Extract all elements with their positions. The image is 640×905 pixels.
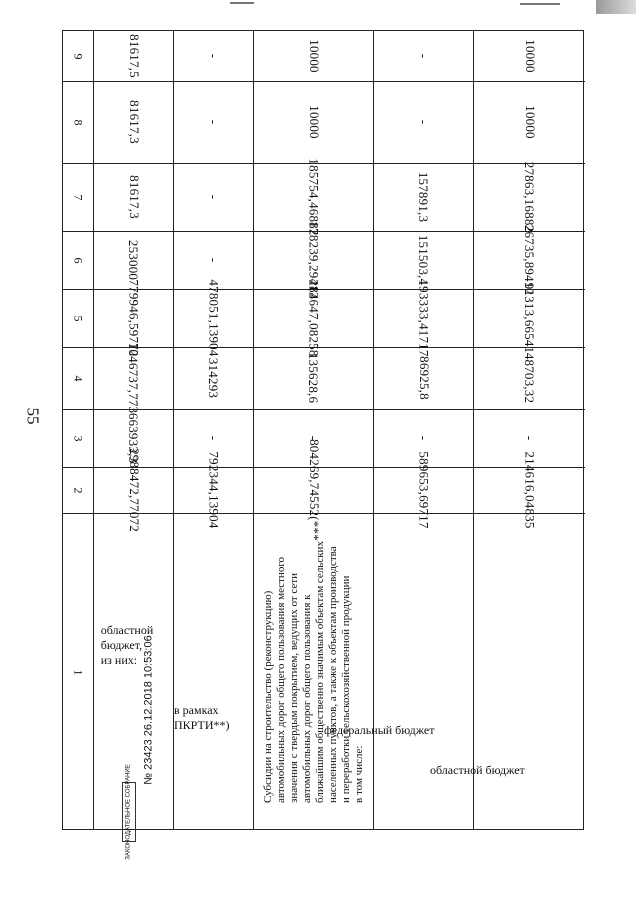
cell-value: 478051,13904 (206, 279, 222, 357)
cell-value: 10000 (522, 105, 538, 139)
row-label: в рамках ПКРТИ**) (174, 703, 230, 732)
scan-artifact (230, 2, 254, 4)
table-row (324, 31, 473, 829)
cell-value: - (206, 119, 222, 125)
cell-value: 589653,69717 (416, 451, 432, 529)
cell-value: 157891,3 (416, 171, 432, 223)
col-header-7: 7 (71, 194, 86, 200)
table-row (253, 31, 373, 829)
header-row (63, 31, 93, 829)
col-header-4: 4 (71, 375, 86, 381)
cell-value: 178239,29412 (306, 221, 322, 299)
col-header-2: 2 (71, 487, 86, 493)
cell-value: 135628,6 (306, 352, 322, 404)
cell-value: 81617,3 (126, 175, 142, 219)
cell-value: 2988472,77072 (126, 448, 142, 532)
cell-value: - (206, 435, 222, 441)
cell-value: 284647,08258 (306, 279, 322, 357)
cell-value: 185754,46882 (306, 158, 322, 236)
cell-value: 1046737,773 (126, 342, 142, 414)
cell-value: 779946,59772 (126, 279, 142, 357)
col-header-1: 1 (71, 669, 86, 675)
cell-value: 81617,3 (126, 100, 142, 144)
row-label: федеральный бюджет (324, 723, 435, 737)
cell-value: - (416, 119, 432, 125)
cell-value: - (416, 435, 432, 441)
cell-value: - (416, 53, 432, 59)
cell-value: 663933,3 (126, 412, 142, 464)
cell-value: - (306, 435, 322, 441)
cell-value: - (206, 194, 222, 200)
cell-value: 10000 (306, 105, 322, 139)
cell-value: 10000 (306, 39, 322, 73)
stamp-logo: ЗАКОНОДАТЕЛЬНОЕ СОБРАНИЕ (122, 782, 136, 842)
cell-value: 151503,4 (416, 234, 432, 286)
page-number: 55 (23, 407, 42, 425)
cell-value: 81617,5 (126, 34, 142, 78)
col-header-3: 3 (71, 435, 86, 441)
scan-artifact (596, 0, 636, 14)
col-header-5: 5 (71, 315, 86, 321)
cell-value: - (206, 257, 222, 263)
registration-number: № 23423 26.12.2018 10:53:06 (143, 635, 155, 785)
cell-value: - (522, 435, 538, 441)
cell-value: - (206, 53, 222, 59)
registration-stamp (122, 764, 136, 860)
scan-artifact (520, 3, 560, 5)
budget-table (62, 30, 584, 830)
cell-value: 10000 (522, 39, 538, 73)
row-label: областной бюджет (430, 763, 525, 777)
cell-value: 91313,66541 (522, 282, 538, 354)
subsidy-label: Субсидии на строительство (реконструкцию) автомобильных дорог общего пользования местного значения с твердым покрытием, ведущих от сети автомобильных дорог общего пользования к ближайшим общественно значимым объектам сельских населенных пунктов, а также к объектам производства и переработки сельскохозяйственной продукции в том числе: (261, 541, 365, 803)
cell-value: 86925,8 (416, 356, 432, 400)
cell-value: 26735,89412 (522, 224, 538, 296)
cell-value: 27863,16882 (522, 161, 538, 233)
cell-value: 214616,04835 (522, 451, 538, 529)
cell-value: 253000 (126, 239, 142, 281)
table-row (430, 31, 585, 829)
cell-value: 48703,32 (522, 352, 538, 404)
cell-value: 193333,41717 (416, 279, 432, 357)
cell-value: 804269,74552(*** (306, 439, 322, 541)
col-header-8: 8 (71, 119, 86, 125)
table-row (173, 31, 253, 829)
cell-value: 792344,13904 (206, 451, 222, 529)
row-label: областной бюджет, из них: (100, 623, 154, 667)
col-header-9: 9 (71, 53, 86, 59)
col-header-6: 6 (71, 257, 86, 263)
table-row (93, 31, 173, 829)
cell-value: 314293 (206, 357, 222, 399)
